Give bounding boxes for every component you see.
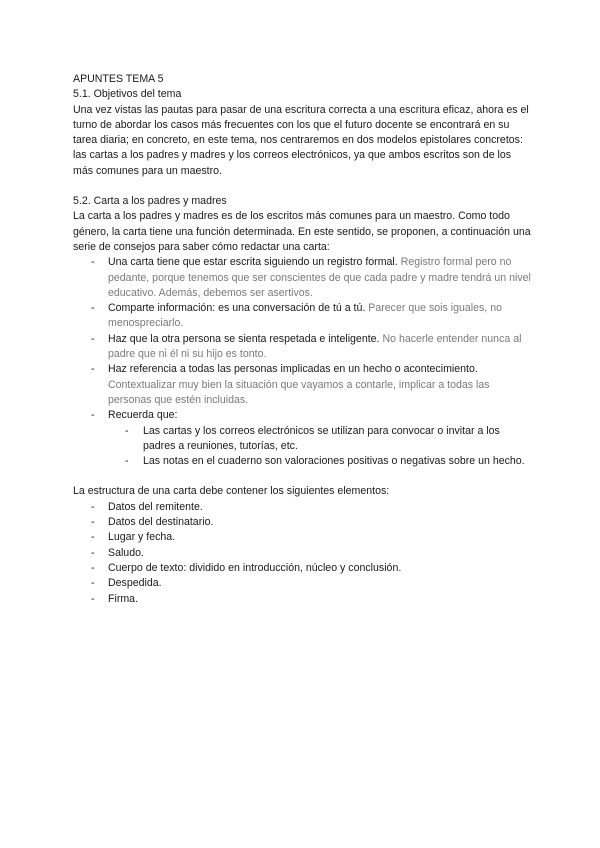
tip-main: Haz que la otra persona se sienta respetada e inteligente. [108,332,380,345]
structure-item: - Despedida. [73,576,533,591]
structure-item: - Datos del destinatario. [73,515,533,530]
tip-main: Comparte información: es una conversación de tú a tú. [108,302,366,315]
structure-item: - Lugar y fecha. [73,530,533,545]
remember-sublist [108,424,533,470]
tip-main: Una carta tiene que estar escrita siguiendo un registro formal. [108,256,398,269]
tip-main: Haz referencia a todas las personas implicadas en un hecho o acontecimiento. [108,363,478,376]
structure-item: - Saludo. [73,546,533,561]
structure-item: - Datos del remitente. [73,500,533,515]
tip-item [73,255,533,301]
tip-item [73,301,533,332]
structure-item: - Firma. [73,592,533,607]
tip-item [73,332,533,363]
remember-item [73,408,533,469]
section-1-heading: 5.1. Objetivos del tema [73,88,182,101]
spacer [73,179,533,194]
document-title: APUNTES TEMA 5 [73,73,164,85]
tip-note: Parecer que sois iguales, no menospreciarlo. [108,302,502,330]
tip-note: Contextualizar muy bien la situación que vayamos a contarle, implicar a todas las personas que estén incluidas. [108,378,490,406]
structure-item: - Cuerpo de texto: dividido en introducción, núcleo y conclusión. [73,561,533,576]
remember-label: Recuerda que: [108,409,178,422]
document-body [73,72,533,607]
remember-subitem: - Las notas en el cuaderno son valoraciones positivas o negativas sobre un hecho. [108,454,533,469]
structure-list [73,500,533,607]
section-2-paragraph: La carta a los padres y madres es de los escritos más comunes para un maestro. Como todo género, la carta tiene una función determinada. En este sentido, se proponen, a continuación una serie de consejos para saber cómo redactar una carta: [73,210,531,253]
structure-intro: La estructura de una carta debe contener los siguientes elementos: [73,485,390,498]
section-2-heading: 5.2. Carta a los padres y madres [73,195,227,208]
spacer [73,469,533,484]
tips-list [73,255,533,469]
section-1-paragraph: Una vez vistas las pautas para pasar de una escritura correcta a una escritura eficaz, ahora es el turno de abordar los casos más frecuentes con los que el futuro docente se encontrará en su tarea diaria; en concreto, en este tema, nos centraremos en dos modelos epistolares concretos: las cartas a los padres y madres y los correos electrónicos, ya que ambos escritos son de los más comunes para un maestro. [73,103,529,177]
tip-note: No hacerle entender nunca al padre que ni él ni su hijo es tonto. [108,332,522,361]
remember-subitem: - Las cartas y los correos electrónicos se utilizan para convocar o invitar a los padres a reuniones, tutorías, etc. [108,424,533,455]
tip-item [73,362,533,408]
tip-note: Registro formal pero no pedante, porque tenemos que ser conscientes de que cada padre y madre tendrá un nivel educativo. Además, debemos ser asertivos. [108,256,531,299]
